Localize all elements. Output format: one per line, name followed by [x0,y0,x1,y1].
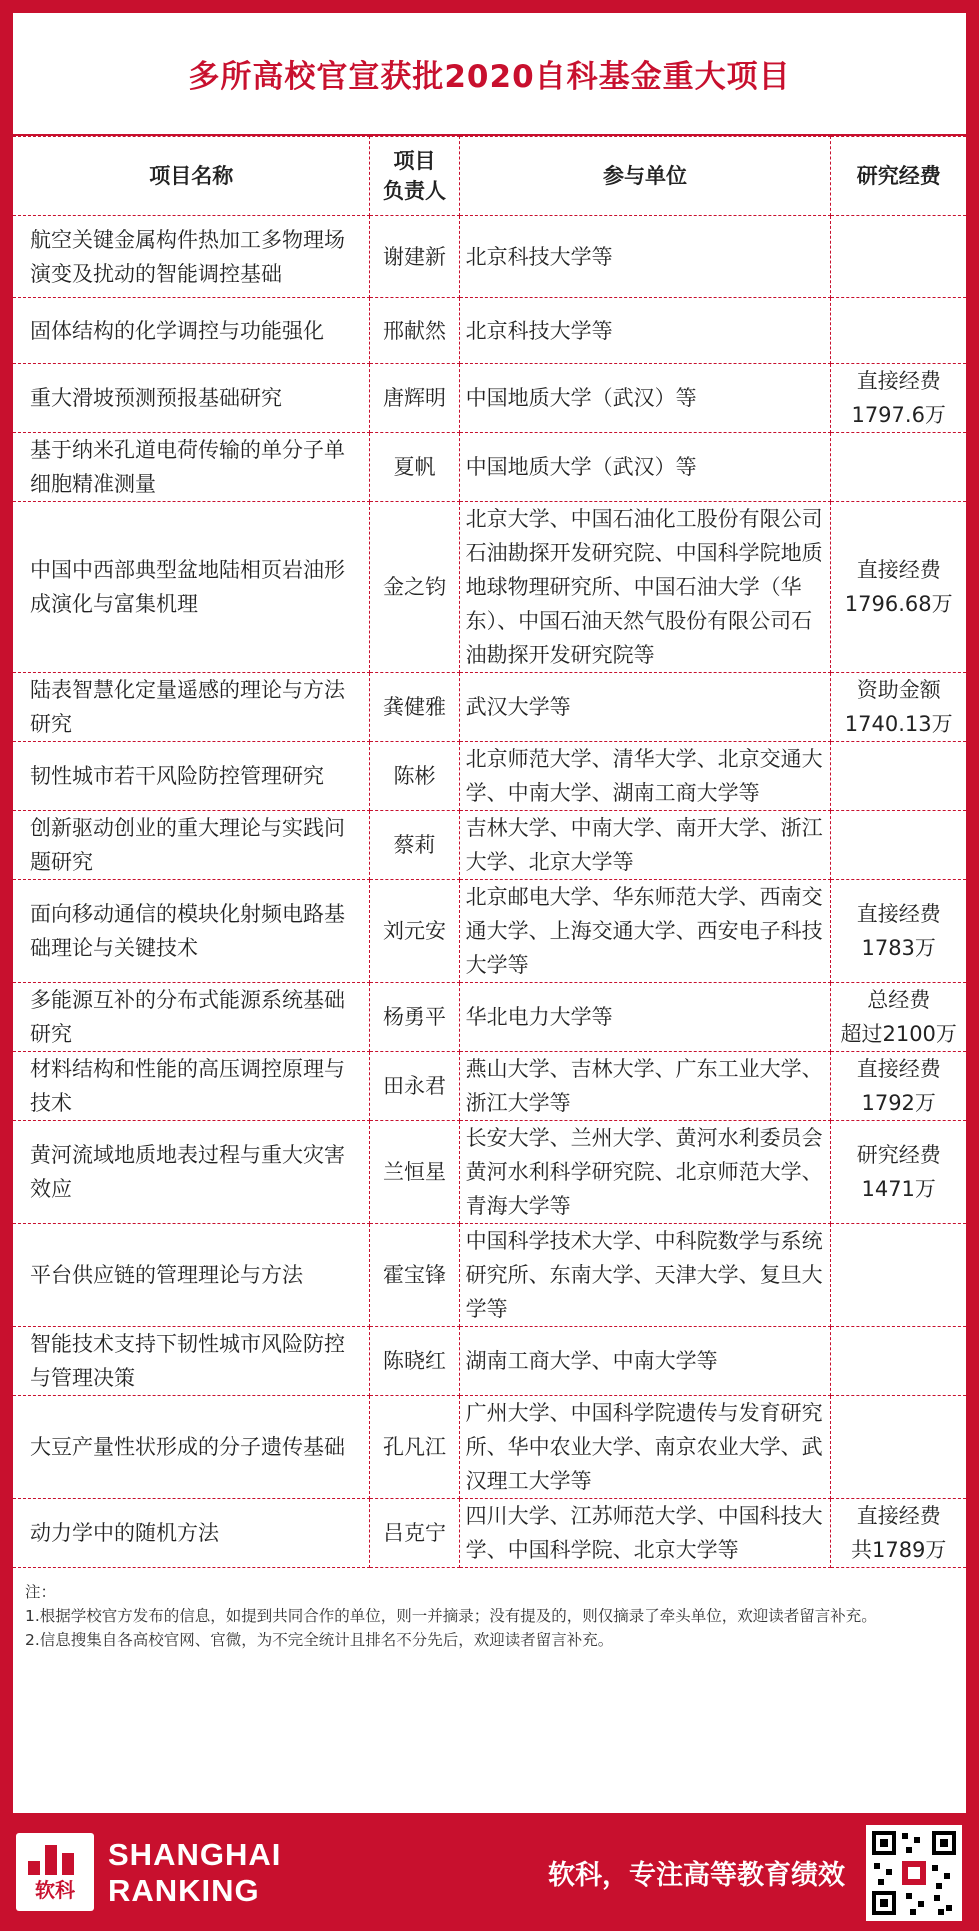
table-row [13,1052,966,1121]
notes-label: 注： [25,1583,57,1601]
fund-cell [831,1121,966,1224]
project-name-cell: 黄河流域地质地表过程与重大灾害效应 [13,1121,370,1224]
person-cell: 刘元安 [370,880,459,983]
fund-amount: 1792万 [861,1091,936,1115]
qr-code-icon [866,1825,962,1921]
project-name-cell: 创新驱动创业的重大理论与实践问题研究 [13,811,370,880]
person-cell: 兰恒星 [370,1121,459,1224]
table-row [13,433,966,502]
project-name-cell: 重大滑坡预测预报基础研究 [13,364,370,433]
fund-amount: 超过2100万 [840,1022,957,1046]
fund-cell [831,298,966,364]
header-fund: 研究经费 [831,137,966,216]
unit-cell: 北京大学、中国石油化工股份有限公司石油勘探开发研究院、中国科学院地质地球物理研究所、中国石油大学（华东）、中国石油天然气股份有限公司石油勘探开发研究院等 [459,502,831,673]
table-row [13,216,966,298]
notes-line-1: 1.根据学校官方发布的信息，如提到共同合作的单位，则一并摘录；没有提及的，则仅摘录了牵头单位，欢迎读者留言补充。 [25,1607,877,1625]
person-cell: 田永君 [370,1052,459,1121]
fund-amount: 1783万 [861,936,936,960]
footer [0,1813,979,1931]
table-row [13,880,966,983]
header-person-line2: 负责人 [383,179,447,203]
fund-cell [831,502,966,673]
person-cell: 谢建新 [370,216,459,298]
fund-type: 直接经费 [856,902,941,926]
shanghai-ranking-logo [16,1833,94,1911]
table-row [13,742,966,811]
unit-cell: 中国地质大学（武汉）等 [459,433,831,502]
fund-cell [831,433,966,502]
fund-cell [831,1327,966,1396]
fund-cell [831,1224,966,1327]
person-cell: 夏帆 [370,433,459,502]
page-title: 多所高校官宣获批2020自科基金重大项目 [13,13,966,136]
table-row [13,811,966,880]
fund-type: 资助金额 [856,678,941,702]
table-row [13,1121,966,1224]
person-cell: 蔡莉 [370,811,459,880]
project-name-cell: 韧性城市若干风险防控管理研究 [13,742,370,811]
header-unit: 参与单位 [459,137,831,216]
unit-cell: 燕山大学、吉林大学、广东工业大学、浙江大学等 [459,1052,831,1121]
fund-type: 直接经费 [856,558,941,582]
table-row [13,1499,966,1568]
fund-type: 直接经费 [856,369,941,393]
table-row [13,298,966,364]
table-row [13,983,966,1052]
person-cell: 龚健雅 [370,673,459,742]
brand-name [108,1837,281,1909]
fund-cell [831,1499,966,1568]
slogan: 软科，专注高等教育绩效 [548,1860,845,1891]
fund-amount: 共1789万 [850,1538,947,1562]
fund-type: 直接经费 [856,1504,941,1528]
table-row [13,502,966,673]
unit-cell: 四川大学、江苏师范大学、中国科技大学、中国科学院、北京大学等 [459,1499,831,1568]
project-name-cell: 多能源互补的分布式能源系统基础研究 [13,983,370,1052]
fund-amount: 1797.6万 [851,403,946,427]
table-row [13,1327,966,1396]
project-name-cell: 陆表智慧化定量遥感的理论与方法研究 [13,673,370,742]
fund-cell [831,811,966,880]
header-person-line1: 项目 [393,149,436,173]
fund-amount: 1796.68万 [844,592,953,616]
project-name-cell: 中国中西部典型盆地陆相页岩油形成演化与富集机理 [13,502,370,673]
table-header-row [13,137,966,216]
project-name-cell: 基于纳米孔道电荷传输的单分子单细胞精准测量 [13,433,370,502]
fund-cell [831,742,966,811]
header-project-name: 项目名称 [13,137,370,216]
fund-cell [831,1396,966,1499]
fund-amount: 1471万 [861,1177,936,1201]
unit-cell: 广州大学、中国科学院遗传与发育研究所、华中农业大学、南京农业大学、武汉理工大学等 [459,1396,831,1499]
content-card [13,13,966,1813]
unit-cell: 北京科技大学等 [459,216,831,298]
person-cell: 杨勇平 [370,983,459,1052]
unit-cell: 武汉大学等 [459,673,831,742]
unit-cell: 中国科学技术大学、中科院数学与系统研究所、东南大学、天津大学、复旦大学等 [459,1224,831,1327]
brand-line-2: RANKING [108,1873,260,1908]
project-name-cell: 动力学中的随机方法 [13,1499,370,1568]
table-row [13,1224,966,1327]
fund-type: 总经费 [867,988,931,1012]
logo-text: 软科 [35,1878,75,1902]
unit-cell: 长安大学、兰州大学、黄河水利委员会黄河水利科学研究院、北京师范大学、青海大学等 [459,1121,831,1224]
unit-cell: 湖南工商大学、中南大学等 [459,1327,831,1396]
project-name-cell: 平台供应链的管理理论与方法 [13,1224,370,1327]
project-name-cell: 航空关键金属构件热加工多物理场演变及扰动的智能调控基础 [13,216,370,298]
project-name-cell: 材料结构和性能的高压调控原理与技术 [13,1052,370,1121]
fund-cell [831,216,966,298]
notes-line-2: 2.信息搜集自各高校官网、官微，为不完全统计且排名不分先后，欢迎读者留言补充。 [25,1631,614,1649]
unit-cell: 北京邮电大学、华东师范大学、西南交通大学、上海交通大学、西安电子科技大学等 [459,880,831,983]
person-cell: 陈晓红 [370,1327,459,1396]
table-row [13,673,966,742]
project-name-cell: 固体结构的化学调控与功能强化 [13,298,370,364]
projects-table [13,136,966,1568]
fund-cell [831,364,966,433]
fund-amount: 1740.13万 [844,712,953,736]
unit-cell: 吉林大学、中南大学、南开大学、浙江大学、北京大学等 [459,811,831,880]
person-cell: 孔凡江 [370,1396,459,1499]
project-name-cell: 智能技术支持下韧性城市风险防控与管理决策 [13,1327,370,1396]
fund-cell [831,1052,966,1121]
person-cell: 陈彬 [370,742,459,811]
fund-cell [831,673,966,742]
person-cell: 吕克宁 [370,1499,459,1568]
unit-cell: 北京科技大学等 [459,298,831,364]
notes [13,1568,966,1652]
fund-type: 研究经费 [856,1143,941,1167]
fund-type: 直接经费 [856,1057,941,1081]
unit-cell: 华北电力大学等 [459,983,831,1052]
project-name-cell: 大豆产量性状形成的分子遗传基础 [13,1396,370,1499]
table-row [13,1396,966,1499]
header-person [370,137,459,216]
table-row [13,364,966,433]
project-name-cell: 面向移动通信的模块化射频电路基础理论与关键技术 [13,880,370,983]
person-cell: 金之钧 [370,502,459,673]
fund-cell [831,983,966,1052]
logo-bars-icon [28,1845,82,1875]
person-cell: 霍宝锋 [370,1224,459,1327]
unit-cell: 中国地质大学（武汉）等 [459,364,831,433]
unit-cell: 北京师范大学、清华大学、北京交通大学、中南大学、湖南工商大学等 [459,742,831,811]
person-cell: 邢献然 [370,298,459,364]
brand-line-1: SHANGHAI [108,1837,282,1872]
person-cell: 唐辉明 [370,364,459,433]
fund-cell [831,880,966,983]
